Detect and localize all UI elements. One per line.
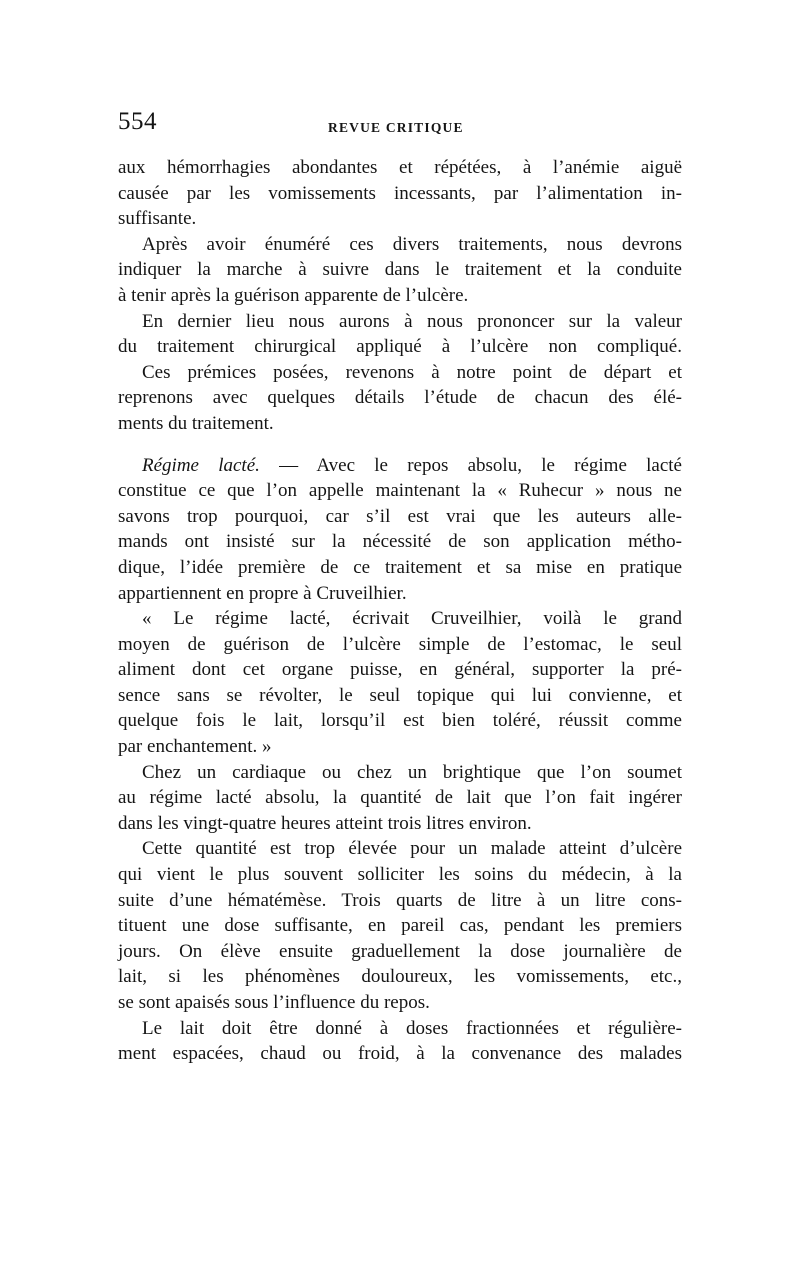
text-line: En dernier lieu nous aurons à nous prononcer sur la valeur	[142, 310, 682, 332]
paragraph-7	[118, 760, 682, 837]
text-line: aux hémorrhagies abondantes et répétées, à l’anémie aiguë	[118, 157, 682, 178]
text-line: dique, l’idée première de ce traitement et sa mise en pratique	[118, 556, 682, 578]
page-header	[118, 108, 681, 138]
text-line: au régime lacté absolu, la quantité de lait que l’on fait ingérer	[118, 787, 682, 809]
paragraph-9	[118, 1016, 682, 1067]
text-line: constitue ce que l’on appelle maintenant la « Ruhecur » nous ne	[118, 480, 682, 502]
text-line: sence sans se révolter, le seul topique qui lui convienne, et	[118, 684, 682, 706]
paragraph-8	[118, 836, 682, 1015]
text-line: « Le régime lacté, écrivait Cruveilhier, voilà le grand	[142, 608, 682, 630]
text-line: tituent une dose suffisante, en pareil cas, pendant les premiers	[118, 915, 682, 937]
text-line: moyen de guérison de l’ulcère simple de l’estomac, le seul	[118, 633, 682, 655]
running-title: REVUE CRITIQUE	[328, 120, 464, 135]
paragraph-2	[118, 232, 682, 309]
text-line: Après avoir énuméré ces divers traitements, nous devrons	[142, 233, 682, 255]
text-line: appartiennent en propre à Cruveilhier.	[118, 582, 407, 604]
text-line: ment espacées, chaud ou froid, à la convenance des malades	[118, 1043, 682, 1065]
paragraph-4	[118, 360, 682, 437]
paragraph-quote	[118, 606, 682, 760]
text-line: mands ont insisté sur la nécessité de son application métho-	[118, 531, 682, 553]
paragraph-3	[118, 309, 682, 360]
paragraph-1	[118, 155, 682, 232]
text-line: du traitement chirurgical appliqué à l’ulcère non compliqué.	[118, 336, 682, 358]
text-line: savons trop pourquoi, car s’il est vrai que les auteurs alle-	[118, 505, 682, 527]
text-line: à tenir après la guérison apparente de l’ulcère.	[118, 284, 469, 306]
body-text	[118, 155, 682, 1067]
text-line: aliment dont cet organe puisse, en général, supporter la pré-	[118, 659, 682, 681]
text-line: jours. On élève ensuite graduellement la dose journalière de	[118, 940, 682, 962]
text-line: ments du traitement.	[118, 412, 274, 434]
text-line: Chez un cardiaque ou chez un brightique que l’on soumet	[142, 761, 682, 783]
text-line: lait, si les phénomènes douloureux, les vomissements, etc.,	[118, 966, 682, 988]
text-line: Cette quantité est trop élevée pour un malade atteint d’ulcère	[142, 838, 682, 860]
text-line	[118, 453, 682, 479]
text-line: se sont apaisés sous l’influence du repos.	[118, 992, 430, 1013]
text-line: Le lait doit être donné à doses fractionnées et régulière-	[142, 1017, 682, 1039]
text-line: dans les vingt-quatre heures atteint trois litres environ.	[118, 812, 532, 834]
page-number: 554	[118, 108, 157, 135]
text-line: suffisante.	[118, 208, 197, 230]
paragraph-regime-lacte	[118, 453, 682, 607]
text-line: qui vient le plus souvent solliciter les soins du médecin, à la	[118, 864, 682, 886]
section-gap	[118, 437, 682, 453]
text-line-rest: — Avec le repos absolu, le régime lacté	[259, 454, 682, 476]
text-line: causée par les vomissements incessants, par l’alimentation in-	[118, 182, 682, 204]
text-line: indiquer la marche à suivre dans le traitement et la conduite	[118, 259, 682, 281]
text-line: reprenons avec quelques détails l’étude de chacun des élé-	[118, 387, 682, 409]
section-heading: Régime lacté.	[142, 454, 260, 476]
text-line: quelque fois le lait, lorsqu’il est bien toléré, réussit comme	[118, 710, 682, 732]
text-line: par enchantement. »	[118, 736, 272, 758]
text-line: Ces prémices posées, revenons à notre point de départ et	[142, 361, 682, 383]
text-line: suite d’une hématémèse. Trois quarts de litre à un litre cons-	[118, 889, 682, 911]
